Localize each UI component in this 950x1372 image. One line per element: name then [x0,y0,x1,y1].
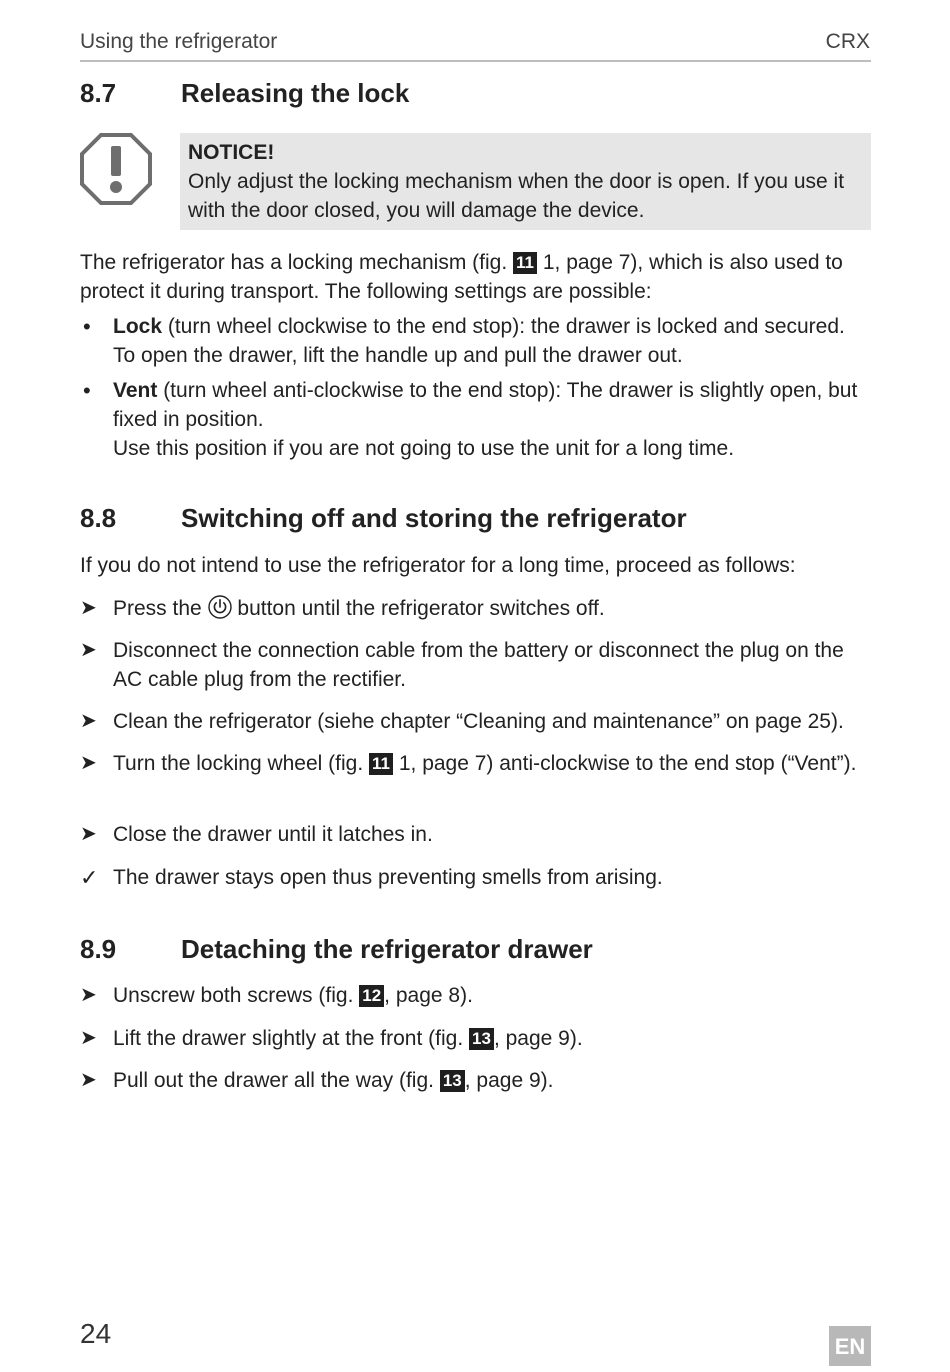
bullet-dot: • [83,378,91,403]
step-close-drawer [80,820,871,849]
intro-text-cont: 1, page 7), which is also used to protect it during transport. The following settings are possible: [80,251,843,303]
step-lift-drawer [80,1024,871,1053]
figure-ref: 11 [513,252,537,274]
figure-ref: 11 [369,753,393,775]
step-text: Press the [113,597,202,620]
step-text: Turn the locking wheel (fig. [113,752,364,775]
step-pull-out [80,1066,871,1095]
step-text-cont: 1, page 7) anti-clockwise to the end stop (“Vent”). [393,752,857,775]
step-text-cont: , page 9). [464,1069,554,1092]
lock-intro-paragraph [80,248,871,306]
notice-icon [80,133,152,205]
section-number: 8.7 [80,78,117,108]
step-text: Lift the drawer slightly at the front (fig. [113,1027,464,1050]
step-text: Pull out the drawer all the way (fig. [113,1069,434,1092]
arrow-right-icon: ➤ [80,710,97,732]
section-title: Releasing the lock [181,78,410,108]
figure-ref: 13 [440,1070,465,1092]
section-title: Detaching the refrigerator drawer [181,934,593,964]
step-text: Disconnect the connection cable from the battery or disconnect the plug on the AC cable plug from the rectifier. [113,639,844,691]
step-text-cont: button until the refrigerator switches off. [237,597,605,620]
bullet-lock [80,312,871,370]
step-text: Clean the refrigerator (siehe chapter “Cleaning and maintenance” on page 25). [113,710,844,733]
section-title: Switching off and storing the refrigerator [181,503,687,533]
step-text: Unscrew both screws (fig. [113,984,354,1007]
intro-text: The refrigerator has a locking mechanism (fig. [80,251,508,274]
section-heading-8-7 [80,78,409,109]
bullet-extra: Use this position if you are not going to use the unit for a long time. [113,437,735,460]
step-disconnect [80,636,871,694]
step-press-button [80,594,871,623]
bullet-text: (turn wheel clockwise to the end stop): the drawer is locked and secured. To open the drawer, lift the handle up and pull the drawer out. [113,315,845,367]
language-tab: EN [829,1326,871,1366]
step-text-cont: , page 8). [384,984,473,1007]
figure-ref: 12 [359,985,384,1007]
bullet-vent [80,376,871,463]
result-text: The drawer stays open thus preventing smells from arising. [113,866,663,889]
arrow-right-icon: ➤ [80,639,97,661]
step-turn-wheel [80,749,871,778]
arrow-right-icon: ➤ [80,823,97,845]
figure-ref: 13 [469,1028,494,1050]
header-section-title: Using the refrigerator [80,30,278,53]
step-text: Close the drawer until it latches in. [113,823,433,846]
bullet-dot: • [83,314,91,339]
arrow-right-icon: ➤ [80,984,97,1006]
arrow-right-icon: ➤ [80,752,97,774]
notice-title: NOTICE! [188,141,275,164]
step-result [80,863,871,892]
bullet-text: (turn wheel anti-clockwise to the end stop): The drawer is slightly open, but fixed in position. [113,379,858,431]
page-number: 24 [80,1318,112,1349]
section-heading-8-8 [80,503,687,534]
header-model: CRX [825,30,870,53]
section-number: 8.9 [80,934,117,964]
arrow-right-icon: ➤ [80,1027,97,1049]
arrow-right-icon: ➤ [80,597,97,619]
storing-intro-paragraph: If you do not intend to use the refrigerator for a long time, proceed as follows: [80,554,796,577]
step-unscrew [80,981,871,1010]
term-lock: Lock [113,315,163,338]
step-clean [80,707,871,736]
notice-text: Only adjust the locking mechanism when the door is open. If you use it with the door closed, you will damage the device. [188,170,845,222]
step-text-cont: , page 9). [493,1027,583,1050]
term-vent: Vent [113,379,158,402]
header-divider [80,60,871,62]
section-heading-8-9 [80,934,593,965]
notice-box [180,133,871,230]
arrow-right-icon: ➤ [80,1069,97,1091]
section-number: 8.8 [80,503,117,533]
check-icon: ✓ [80,865,99,890]
power-icon [208,595,232,619]
